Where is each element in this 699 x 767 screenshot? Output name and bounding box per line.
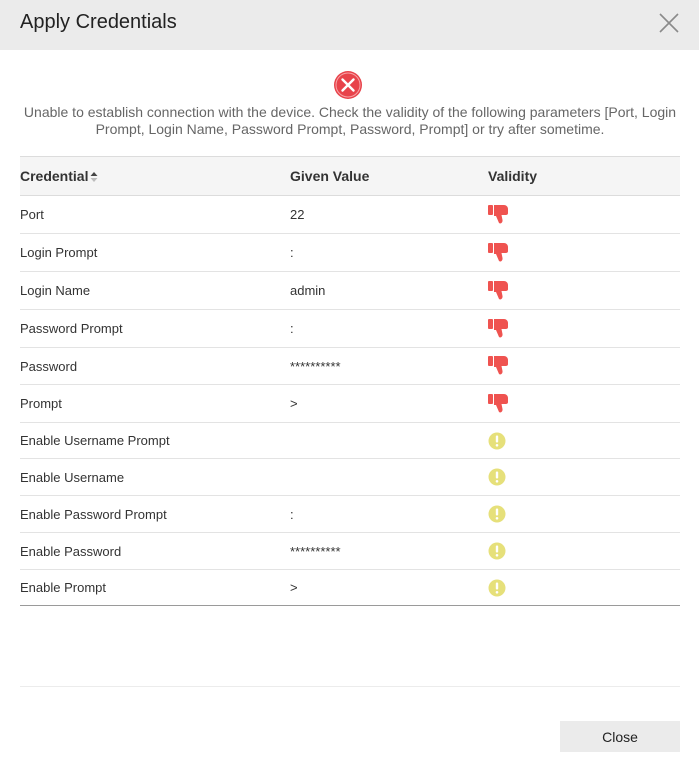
table-header-row [20,157,680,196]
validity-cell [488,496,680,533]
given-value: : [290,506,294,522]
table-row [20,272,680,310]
credential-name: Login Prompt [20,245,98,260]
table-row [20,348,680,385]
given-value: > [290,396,298,411]
error-message: Unable to establish connection with the device. Check the validity of the following parameters [Port, Login Prompt, Login Name, Password Prompt, Password, Prompt] or try after sometime. [23,104,677,137]
validity-cell [488,459,680,496]
given-value: admin [290,283,326,298]
thumbs-down-icon [488,243,510,263]
credential-name: Port [20,207,44,222]
validity-cell [488,533,680,570]
credential-name: Enable Username [20,469,125,485]
table-row [20,196,680,234]
credential-name: Enable Prompt [20,580,106,595]
given-value [290,459,488,496]
table-row [20,310,680,348]
validity-cell [488,272,680,310]
close-button[interactable]: Close [560,721,680,752]
given-value: : [290,245,294,260]
table-row [20,533,680,570]
validity-cell [488,196,680,234]
credential-name: Enable Password Prompt [20,506,167,522]
given-value: 22 [290,207,305,222]
table-row [20,459,680,496]
thumbs-down-icon [488,319,510,339]
close-icon[interactable] [657,11,681,35]
thumbs-down-icon [488,394,510,414]
column-header-credential-label: Credential [20,168,89,184]
given-value: > [290,580,298,595]
credentials-table [20,156,680,606]
given-value [290,423,488,459]
column-header-credential[interactable] [20,157,290,196]
table-row [20,234,680,272]
dialog-header [0,0,699,50]
credential-name: Enable Username Prompt [20,433,170,448]
thumbs-down-icon [488,281,510,301]
validity-cell [488,570,680,606]
credential-name: Password Prompt [20,321,123,336]
table-row [20,423,680,459]
credential-name: Enable Password [20,543,122,559]
credential-name: Login Name [20,283,91,298]
validity-cell [488,310,680,348]
thumbs-down-icon [488,205,510,225]
sort-icon[interactable] [90,171,98,183]
given-value: : [290,321,294,336]
given-value: ********** [290,358,341,374]
credential-name: Prompt [20,396,62,411]
validity-cell [488,348,680,385]
error-icon [333,70,363,100]
warning-icon [488,579,506,597]
validity-cell [488,385,680,423]
validity-cell [488,234,680,272]
warning-icon [488,542,506,560]
column-header-validity: Validity [488,168,538,184]
table-row [20,570,680,606]
table-row [20,496,680,533]
validity-cell [488,423,680,459]
footer-divider [20,686,680,687]
thumbs-down-icon [488,356,510,376]
dialog-title: Apply Credentials [20,11,177,33]
warning-icon [488,505,506,523]
credential-name: Password [20,358,78,374]
table-row [20,385,680,423]
warning-icon [488,468,506,486]
column-header-given-value: Given Value [290,168,370,184]
given-value: ********** [290,543,341,559]
warning-icon [488,432,506,450]
